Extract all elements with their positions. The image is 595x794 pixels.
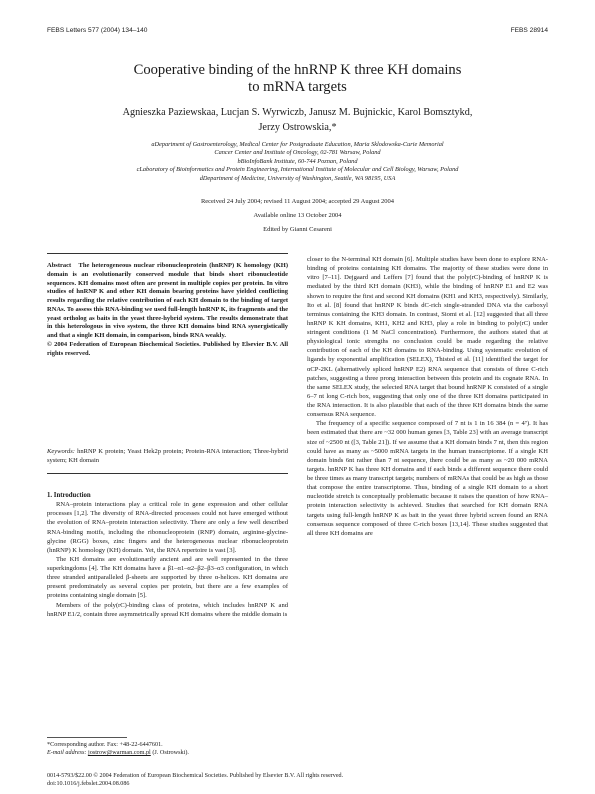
abstract-copyright: © 2004 Federation of European Biochemical Societies. Published by Elsevier B.V. All rights reserved. [47,340,288,357]
paragraph: closer to the N-terminal KH domain [6]. Multiple studies have been done to explore RNA-binding of proteins containing KH domains. The majority of these studies were done in vitro [7–11]. Dejgaard and Leffers [7] found that the poly(rC)-binding of hnRNP K is mediated by the third KH domain (KH3), while the binding of hnRNP E1 and E2 was shown to require the first and second KH domains (KH1 and KH3, respectively). Similarly, Ito et al. [8] found that hnRNP K binds dC-rich single-stranded DNA via the carboxyl terminus containing the KH3 domain. In contrast, Siomi et al. [12] suggested that all three hnRNP K KH domains, KH1, KH2 and KH3, play a role in binding to poly(rC) under stringent conditions (1 M NaCl concentration). Furthermore, the authors stated that at physiological ionic strengths no conclusion could be made regarding the relative contribution of each of the KH domains to RNA-binding. Using systematic evolution of ligands by exponential amplification (SELEX), Thisted et al. [11] identified the target for αCP-2KL (alternatively spliced hnRNP E2) RNA sequence that consists of three C-rich patches, suggesting a three prong interaction between this protein and its cognate RNA. In the same SELEX study, the selected RNA target that bound hnRNP K consisted of a single 6–7 nt long C-rich box, suggesting that only one of the three KH domains participated in the RNA interaction. It is also plausible that each of the three KH domains binds the same consensus RNA sequence. [307,256,548,419]
abstract-label: Abstract [47,262,72,269]
email-suffix: (J. Ostrowski). [152,749,189,756]
paragraph: Members of the poly(rC)-binding class of proteins, which includes hnRNP K and hnRNP E1/2, contain three asymmetrically spread KH domains where the middle domain is [47,601,288,618]
email-link[interactable]: jostrow@warman.com.pl [88,749,151,756]
right-column-text [307,255,548,538]
abstract-body: The heterogeneous nuclear ribonucleoprotein (hnRNP) K homology (KH) domain is an evolutionarily conserved module that binds short ribonucleotide sequences. KH domains most often are present in multiple copies per protein. In vitro studies of hnRNP K and other KH domain bearing proteins have yielded conflicting results regarding the relative contribution of each KH domain to the binding of target RNAs. To assess this RNA-binding we used full-length hnRNP K, its fragments and the yeast ortholog as baits in the yeast three-hybrid system. The results demonstrate that in this heterologous in vivo system, the three KH domains bind RNA synergistically and that a single KH domain, in comparison, binds RNA weakly. [47,262,288,339]
paragraph: The frequency of a specific sequence composed of 7 nt is 1 in 16 384 (n = 4⁷). It has been estimated that there are ~32 000 human genes [3, Table 23] with an average transcript size of ~2500 nt ([3, Table 21]). If we assume that a KH domain binds 7 nt, then this region could have as many as ~5000 mRNA targets in the human transcriptome. If a single KH domain binds 6nt rather than 7 nt sequence, there could be as many as ~20 000 mRNA targets. hnRNP K has three KH domains and if each binds a different sequence there could be three times as many transcript targets; numbers of mRNAs that could be as high as those that compose the entire transcriptome. Thus, binding of a single KH domain to a short nucleotide stretch is conceptually problematic because it raises the question of how RNA–protein interaction selectivity is achieved. Studies that searched for KH domain RNA targets using full-length hnRNP K as bait in the yeast three hybrid screen found an RNA consensus sequence composed of three C-rich boxes [13,14]. These studies suggested that all three KH domains are [307,420,548,537]
author-line: Jerzy Ostrowskia,* [258,122,337,133]
online-date: Available online 13 October 2004 [253,212,342,219]
affiliation-a-cont: Cancer Center and Institute of Oncology, 02-781 Warsaw, Poland [214,149,381,157]
running-head-left: FEBS Letters 577 (2004) 134–140 [47,27,148,34]
corresponding-author: *Corresponding author. Fax: +48-22-6447601. [47,741,163,748]
title-line: Cooperative binding of the hnRNP K three KH domains [133,62,462,78]
paragraph: The KH domains are evolutionarily ancient and are well represented in the three superkingdoms [4]. The KH domains have a β1–α1–α2–β2–β3–α3 configuration, in which three stranded antiparalleled β-sheets are supported by three α-helices. KH domains are present predominately as several copies per protein, but there are a few examples of proteins containing single domain [5]. [47,555,288,600]
footnote-rule [47,737,127,738]
paragraph: RNA–protein interactions play a critical role in gene expression and other cellular processes [1,2]. The diversity of RNA-directed processes could not have emerged without the evolution of RNA–protein interaction selectivity. There are only a few well described RNA-binding motifs, including the ribonucleoprotein (RNP) domain, arginine-glycine-glycine (RGG) boxes, zinc fingers and the heterogeneous nuclear ribonucleoprotein (hnRNP) K homology (KH) domain. Yet, the RNA repertoire is vast [3]. [47,501,288,554]
abstract [47,262,288,358]
left-column-text [47,491,288,619]
title-line: to mRNA targets [248,79,347,95]
copyright-footer [47,772,557,788]
editor-line: Edited by Gianni Cesareni [263,226,332,233]
affiliation-b: bBioInfoBank Institute, 60-744 Poznan, Poland [237,157,358,165]
received-date: Received 24 July 2004; revised 11 August 2004; accepted 29 August 2004 [200,198,395,205]
footnote [47,741,307,757]
article-dates [60,195,535,237]
abstract-bottom-rule [47,473,288,474]
section-heading: 1. Introduction [47,492,91,499]
issn-copyright: 0014-5793/$22.00 © 2004 Federation of European Biochemical Societies. Published by Elsevier B.V. All rights reserved. [47,773,344,779]
affiliation-a: aDepartment of Gastroenterology, Medical Center for Postgraduate Education, Maria Sklodowska-Curie Memorial [151,141,444,148]
keywords [47,448,288,466]
affiliation-c: cLaboratory of Bioinformatics and Protein Engineering, International Institute of Molecular and Cell Biology, Warsaw, Poland [136,166,459,174]
affiliations [40,141,555,183]
author-list [60,105,535,135]
affiliation-d: dDepartment of Medicine, University of Washington, Seattle, WA 98195, USA [199,174,396,182]
keywords-text: hnRNP K protein; Yeast Hek2p protein; Protein-RNA interaction; Three-hybrid system; KH domain [47,448,289,464]
running-head-right: FEBS 28914 [510,27,548,34]
keywords-label: Keywords: [47,448,75,455]
doi-link[interactable]: doi:10.1016/j.febslet.2004.08.086 [47,781,130,787]
abstract-top-rule [47,253,288,254]
article-title [60,62,535,96]
email-line [47,749,307,757]
email-label: E-mail address: [47,749,87,756]
author-line: Agnieszka Paziewskaa, Lucjan S. Wyrwiczb, Janusz M. Bujnickic, Karol Bomsztykd, [122,107,473,118]
